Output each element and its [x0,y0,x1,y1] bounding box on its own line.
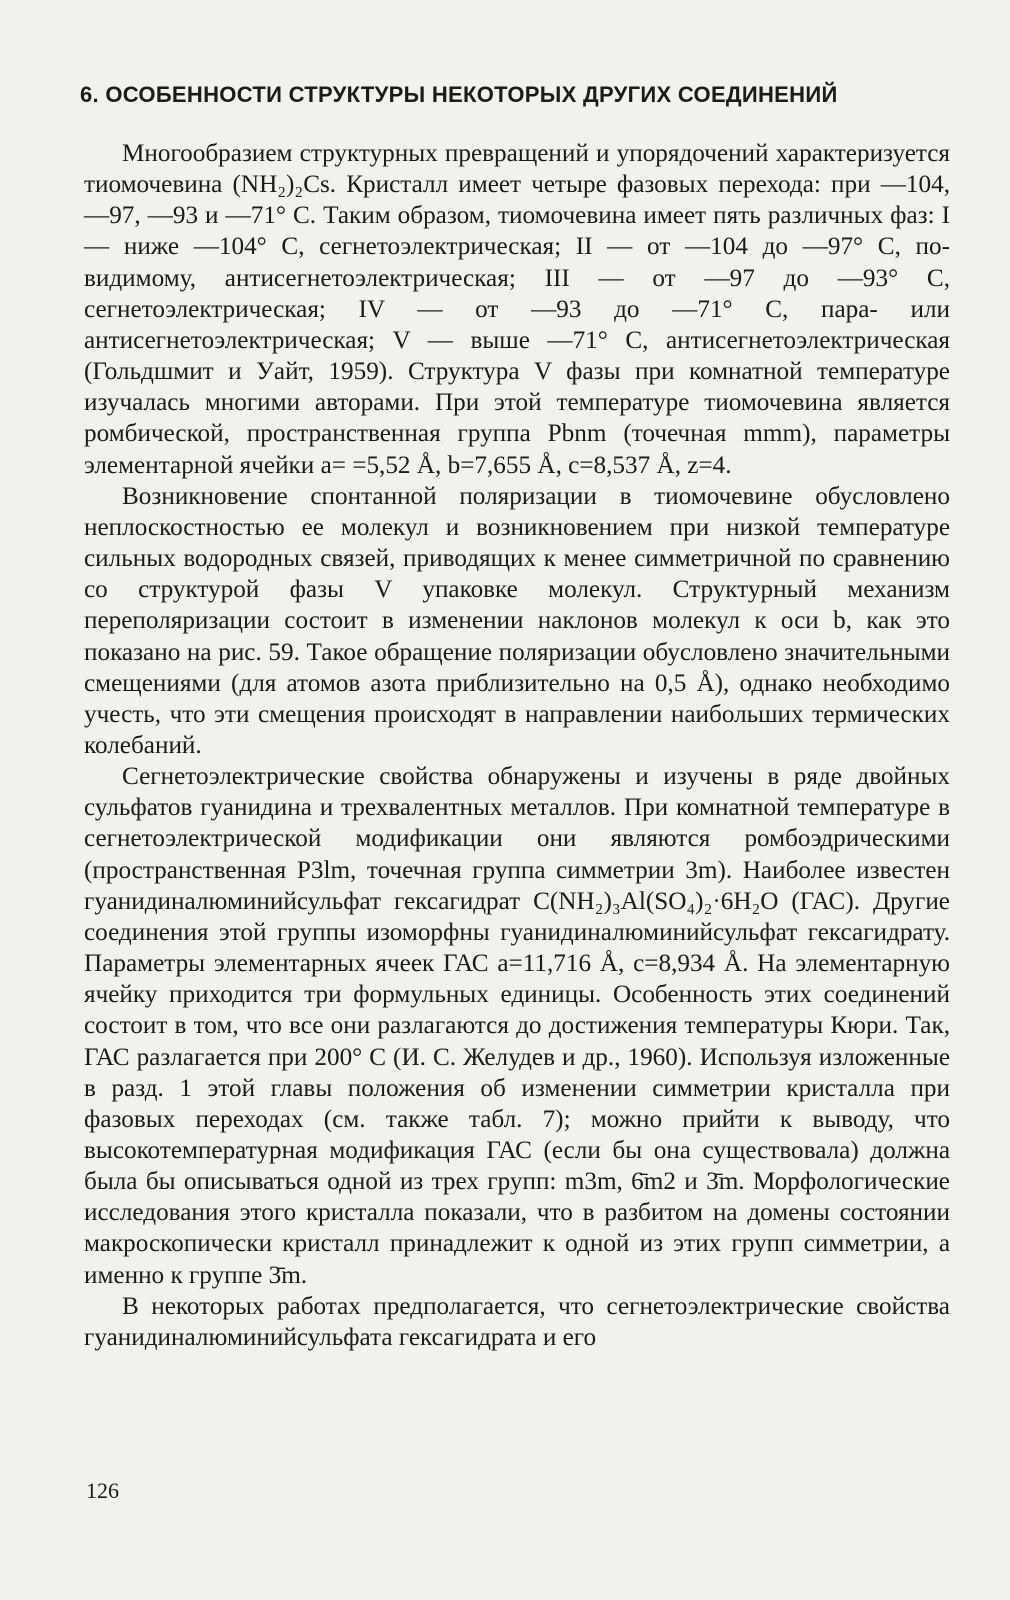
section-title: 6. ОСОБЕННОСТИ СТРУКТУРЫ НЕКОТОРЫХ ДРУГИХ СОЕДИНЕНИЙ [80,82,838,107]
paragraph-continuation: В некоторых работах предполагается, что сегнетоэлектрические свойства гуанидиналюминийсульфата гексагидрата и его [84,1292,950,1351]
paragraph-guanidine-sulfates: Сегнетоэлектрические свойства обнаружены и изучены в ряде двойных сульфатов гуанидина и трехвалентных металлов. При комнатной температуре в сегнетоэлектрической модификации они являются ромбоэдрическими (пространственная P3lm, точечная группа симметрии 3m). Наиболее известен гуанидиналюминийсульфат гексагидрат C(NH₂)₃Al(SO₄)₂·6H₂O (ГАС). Другие соединения этой группы изоморфны гуанидиналюминийсульфат гексагидрату. Параметры элементарных ячеек ГАС a=11,716 Å, c=8,934 Å. На элементарную ячейку приходится три формульных единицы. Особенность этих соединений состоит в том, что все они разлагаются до достижения температуры Кюри. Так, ГАС разлагается при 200° С (И. С. Желудев и др., 1960). Используя изложенные в разд. 1 этой главы положения об изменении симметрии кристалла при фазовых переходах (см. также табл. 7); можно прийти к выводу, что высокотемпературная модификация ГАС (если бы она существовала) должна была бы описываться одной из трех групп: m3m, 6̄m2 и 3̄m. Морфологические исследования этого кристалла показали, что в разбитом на домены состоянии макроскопически кристалл принадлежит к одной из этих групп симметрии, а именно к группе 3̄m. [84,763,950,1289]
paragraph-thiourea: Многообразием структурных превращений и упорядочений характеризуется тиомочевина (NH₂)₂Cs. Кристалл имеет четыре фазовых перехода: при —104, —97, —93 и —71° С. Таким образом, тиомочевина имеет пять различных фаз: I — ниже —104° С, сегнетоэлектрическая; II — от —104 до —97° С, по-видимому, антисегнетоэлектрическая; III — от —97 до —93° С, сегнетоэлектрическая; IV — от —93 до —71° С, пара- или антисегнетоэлектрическая; V — выше —71° С, антисегнетоэлектрическая (Гольдшмит и Уайт, 1959). Структура V фазы при комнатной температуре изучалась многими авторами. При этой температуре тиомочевина является ромбической, пространственная группа Pbnm (точечная mmm), параметры элементарной ячейки a= =5,52 Å, b=7,655 Å, c=8,537 Å, z=4. [84,140,950,479]
page-number: 126 [86,1478,119,1503]
paragraph-polarization: Возникновение спонтанной поляризации в тиомочевине обусловлено неплоскостностью ее молекул и возникновением при низкой температуре сильных водородных связей, приводящих к менее симметричной по сравнению со структурой фазы V упаковке молекул. Структурный механизм переполяризации состоит в изменении наклонов молекул к оси b, как это показано на рис. 59. Такое обращение поляризации обусловлено значительными смещениями (для атомов азота приблизительно на 0,5 Å), однако необходимо учесть, что эти смещения происходят в направлении наибольших термических колебаний. [84,482,950,759]
body-text [84,138,950,1353]
